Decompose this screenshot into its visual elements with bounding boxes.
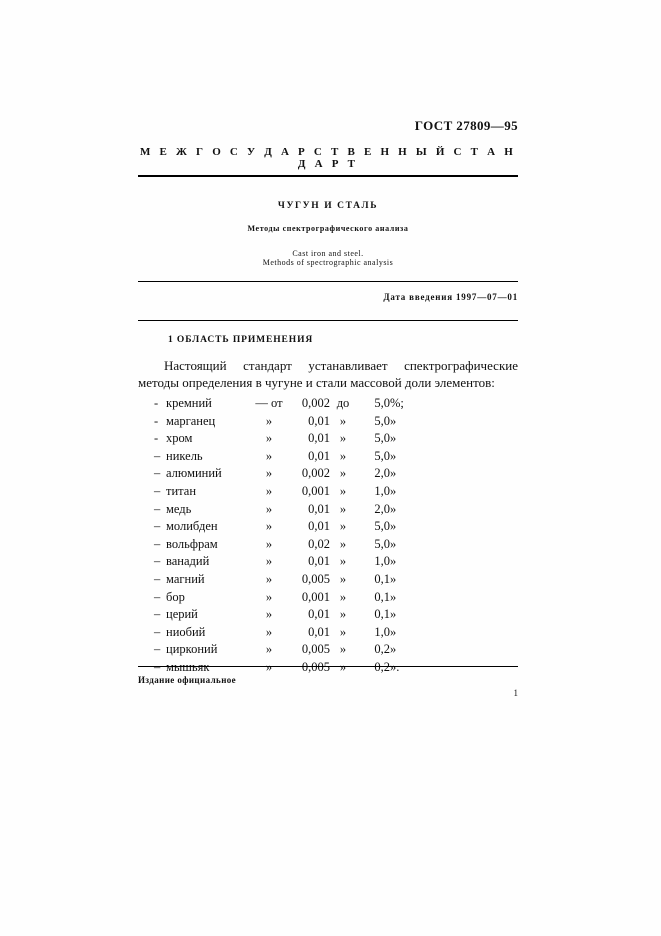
page-footer — [138, 666, 518, 698]
range-from-label: » — [265, 501, 273, 516]
range-to-label: » — [339, 466, 347, 481]
range-min-value: 0,001 — [301, 484, 330, 499]
row-bullet: – — [154, 519, 161, 534]
range-max-value: 5,0 — [374, 536, 390, 551]
row-bullet: – — [154, 642, 161, 657]
range-max-value: 5,0 — [374, 448, 390, 463]
range-unit: ». — [390, 660, 400, 675]
range-from-label: » — [265, 466, 273, 481]
row-bullet: – — [154, 624, 161, 639]
range-min-value: 0,002 — [301, 396, 330, 411]
range-max-value: 5,0 — [374, 519, 390, 534]
range-min-value: 0,001 — [301, 589, 330, 604]
table-row — [154, 641, 424, 659]
range-min-value: 0,01 — [308, 413, 330, 428]
title-block — [138, 177, 518, 267]
range-from-label: » — [265, 536, 273, 551]
table-row — [154, 395, 424, 413]
range-from-label: » — [265, 607, 273, 622]
section-heading: 1 ОБЛАСТЬ ПРИМЕНЕНИЯ — [168, 335, 314, 345]
row-bullet: – — [154, 589, 161, 604]
range-min-value: 0,005 — [301, 572, 330, 587]
range-to-label: » — [339, 607, 347, 622]
element-name: церий — [166, 607, 198, 622]
table-row — [154, 606, 424, 624]
element-name: мышьяк — [166, 660, 210, 675]
range-from-label: » — [265, 448, 273, 463]
row-bullet: – — [154, 536, 161, 551]
table-row — [154, 624, 424, 642]
range-unit: » — [390, 501, 397, 516]
range-unit: » — [390, 624, 397, 639]
range-max-value: 1,0 — [374, 554, 390, 569]
row-bullet: – — [154, 607, 161, 622]
range-max-value: 5,0 — [374, 413, 390, 428]
range-min-value: 0,01 — [308, 624, 330, 639]
table-row — [154, 588, 424, 606]
edition-note: Издание официальное — [138, 675, 237, 685]
range-to-label: » — [339, 624, 347, 639]
document-subtitle: Методы спектрографического анализа — [247, 224, 409, 233]
range-min-value: 0,002 — [301, 466, 330, 481]
row-bullet: – — [154, 554, 161, 569]
range-to-label: » — [339, 484, 347, 499]
table-row — [154, 500, 424, 518]
range-unit: » — [390, 413, 397, 428]
element-name: кремний — [166, 396, 212, 411]
table-row — [154, 448, 424, 466]
range-from-label: » — [265, 624, 273, 639]
element-name: медь — [166, 501, 192, 516]
range-to-label: » — [339, 572, 347, 587]
range-max-value: 1,0 — [374, 484, 390, 499]
range-max-value: 2,0 — [374, 466, 390, 481]
range-to-label: » — [339, 501, 347, 516]
table-row — [154, 483, 424, 501]
range-unit: » — [390, 466, 397, 481]
page-number: 1 — [513, 688, 518, 698]
range-max-value: 0,2 — [374, 642, 390, 657]
element-name: хром — [166, 431, 193, 446]
range-min-value: 0,005 — [301, 660, 330, 675]
range-unit: %; — [390, 396, 404, 411]
range-to-label: » — [339, 413, 347, 428]
row-bullet: – — [154, 466, 161, 481]
row-bullet: - — [154, 431, 159, 446]
table-row — [154, 518, 424, 536]
row-bullet: – — [154, 660, 161, 675]
element-name: ниобий — [166, 624, 206, 639]
document-title-en: Cast iron and steel. — [292, 249, 364, 258]
range-max-value: 5,0 — [374, 396, 390, 411]
table-row — [154, 571, 424, 589]
range-max-value: 0,1 — [374, 572, 390, 587]
range-min-value: 0,01 — [308, 554, 330, 569]
range-from-label: » — [265, 484, 273, 499]
range-from-label: » — [265, 413, 273, 428]
table-row — [154, 553, 424, 571]
range-unit: » — [390, 572, 397, 587]
range-from-label: » — [265, 554, 273, 569]
range-to-label: » — [339, 448, 347, 463]
elements-table-body — [154, 395, 424, 677]
range-to-label: » — [339, 660, 347, 675]
document-title: ЧУГУН И СТАЛЬ — [277, 201, 379, 211]
range-to-label: » — [339, 642, 347, 657]
element-name: молибден — [166, 519, 218, 534]
element-name: никель — [166, 448, 203, 463]
row-bullet: - — [154, 413, 159, 428]
range-to-label: » — [339, 431, 347, 446]
row-bullet: – — [154, 572, 161, 587]
range-from-label: » — [265, 519, 273, 534]
range-unit: » — [390, 484, 397, 499]
document-number: ГОСТ 27809—95 — [414, 118, 518, 133]
range-max-value: 0,1 — [374, 607, 390, 622]
element-name: титан — [166, 484, 197, 499]
element-name: вольфрам — [166, 536, 218, 551]
range-to-label: » — [339, 536, 347, 551]
range-to-label: до — [336, 396, 350, 411]
range-min-value: 0,01 — [308, 501, 330, 516]
row-bullet: – — [154, 484, 161, 499]
range-to-label: » — [339, 519, 347, 534]
section-paragraph: Настоящий стандарт устанавливает спектрографические методы определения в чугуне и стали массовой доли элементов: — [138, 358, 518, 391]
range-from-label: » — [265, 660, 273, 675]
element-name: алюминий — [166, 466, 222, 481]
standard-type-line: М Е Ж Г О С У Д А Р С Т В Е Н Н Ы Й С Т А Н Д А Р Т — [140, 146, 516, 170]
range-unit: » — [390, 554, 397, 569]
document-subtitle-en: Methods of spectrographic analysis — [262, 258, 394, 267]
row-bullet: – — [154, 501, 161, 516]
row-bullet: - — [154, 396, 159, 411]
range-to-label: » — [339, 554, 347, 569]
range-min-value: 0,01 — [308, 448, 330, 463]
range-from-label: » — [265, 642, 273, 657]
range-from-label: — от — [255, 396, 283, 411]
range-from-label: » — [265, 572, 273, 587]
range-max-value: 0,1 — [374, 589, 390, 604]
row-bullet: – — [154, 448, 161, 463]
element-name: бор — [166, 589, 185, 604]
range-to-label: » — [339, 589, 347, 604]
elements-table — [154, 395, 424, 677]
element-name: марганец — [166, 413, 216, 428]
range-unit: » — [390, 519, 397, 534]
range-unit: » — [390, 536, 397, 551]
table-row — [154, 412, 424, 430]
range-unit: » — [390, 642, 397, 657]
element-name: магний — [166, 572, 205, 587]
range-min-value: 0,005 — [301, 642, 330, 657]
range-max-value: 1,0 — [374, 624, 390, 639]
table-row — [154, 430, 424, 448]
effective-date: Дата введения 1997—07—01 — [383, 292, 518, 302]
document-content — [138, 118, 518, 676]
range-min-value: 0,01 — [308, 519, 330, 534]
range-min-value: 0,02 — [308, 536, 330, 551]
range-min-value: 0,01 — [308, 431, 330, 446]
range-max-value: 0,2 — [374, 660, 390, 675]
table-row — [154, 465, 424, 483]
element-name: ванадий — [166, 554, 210, 569]
range-unit: » — [390, 607, 397, 622]
range-unit: » — [390, 431, 397, 446]
range-unit: » — [390, 589, 397, 604]
range-max-value: 5,0 — [374, 431, 390, 446]
range-min-value: 0,01 — [308, 607, 330, 622]
range-max-value: 2,0 — [374, 501, 390, 516]
range-unit: » — [390, 448, 397, 463]
table-row — [154, 536, 424, 554]
element-name: цирконий — [166, 642, 218, 657]
range-from-label: » — [265, 589, 273, 604]
range-from-label: » — [265, 431, 273, 446]
